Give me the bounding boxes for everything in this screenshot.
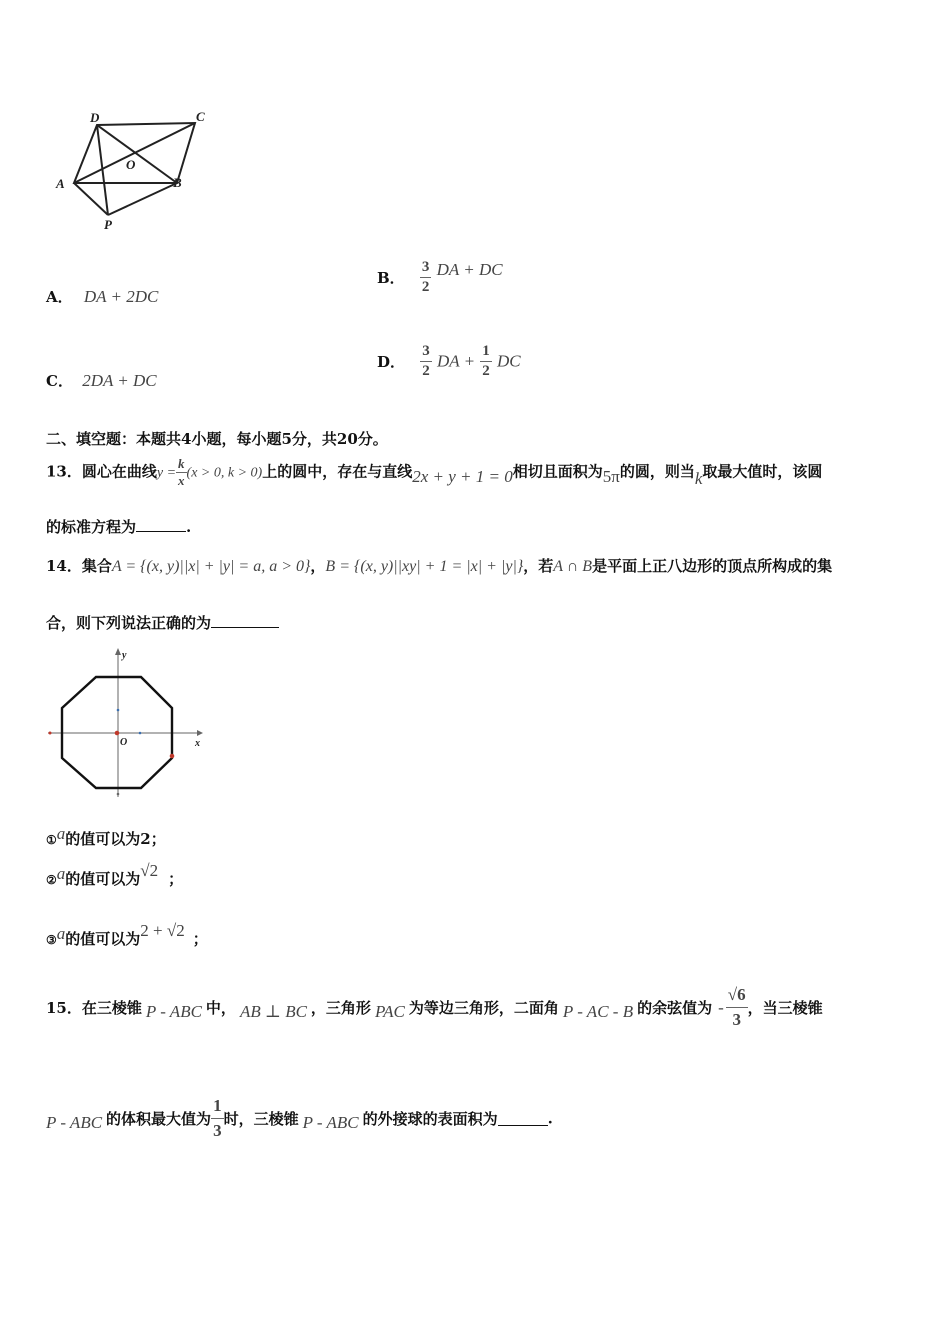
q14-set-a: A = {(x, y)||x| + |y| = a, a > 0}	[111, 558, 311, 575]
q15-text-5: 的余弦值为	[637, 999, 713, 1017]
statement-2-end: ；	[168, 870, 184, 888]
q15-pabc-2: P - ABC	[46, 1112, 103, 1132]
q13-curve-y: y =	[156, 465, 177, 481]
q15-volume-fraction	[211, 1094, 224, 1143]
label-P: P	[104, 217, 112, 232]
option-d-letter: D．	[377, 353, 406, 371]
question-15-line1	[46, 983, 823, 1032]
option-d	[377, 342, 521, 381]
option-c-expr: 2DA + DC	[82, 371, 157, 390]
q13-text-5: 取最大值时，该圆	[702, 462, 823, 481]
option-d-mid: DA +	[436, 351, 476, 371]
q13-k: k	[694, 468, 703, 488]
question-13-line2	[46, 516, 191, 537]
statement-3-value: 2 + √2	[140, 921, 185, 940]
option-d-fraction-1	[420, 342, 432, 381]
option-b-tail: DA + DC	[436, 260, 503, 279]
q14-set-b: B = {(x, y)||xy| + 1 = |x| + |y|}	[325, 558, 524, 575]
question-14-line1	[46, 555, 832, 576]
q15-text-2: 中，	[205, 999, 236, 1017]
q13-curve-den: x	[178, 473, 185, 488]
q15-vol-num: 1	[211, 1094, 224, 1119]
q14-text-1: 14．集合	[46, 557, 112, 575]
option-d-num2: 1	[480, 342, 492, 362]
q13-line-eq: 2x + y + 1 = 0	[412, 466, 513, 486]
option-b-den: 2	[421, 279, 430, 295]
statement-3-text: 的值可以为	[65, 930, 141, 948]
q13-text-1: 13．圆心在曲线	[46, 462, 157, 481]
question-15-line2	[46, 1094, 553, 1143]
q15-cos-fraction	[726, 983, 748, 1032]
q13-curve-cond: (x > 0, k > 0)	[186, 465, 263, 481]
q14-text-4: 合，则下列说法正确的为	[46, 614, 212, 632]
option-d-fraction-2	[480, 342, 492, 381]
axis-y-label: y	[122, 650, 127, 661]
section-heading: 二、填空题：本题共4小题，每小题5分，共20分。	[46, 430, 388, 448]
option-d-tail: DC	[497, 351, 521, 371]
option-c	[46, 370, 157, 391]
q15-text-9: 的外接球的表面积为	[362, 1110, 498, 1128]
statement-3	[46, 921, 208, 949]
q13-area: 5π	[602, 466, 620, 486]
statement-2-value: √2	[140, 861, 159, 880]
q15-text-3: ，三角形	[310, 999, 371, 1017]
statement-1-mark: ①	[46, 833, 57, 847]
q14-text-3: 是平面上正八边形的顶点所构成的集	[592, 557, 833, 575]
statement-3-mark: ③	[46, 933, 57, 947]
q13-text-4: 的圆，则当	[619, 462, 695, 481]
label-A: A	[56, 176, 65, 191]
option-b-fraction	[420, 258, 432, 297]
q15-perp: AB ⊥ BC	[239, 1001, 307, 1021]
q15-cos-den: 3	[732, 1010, 741, 1029]
question-13-line1	[46, 456, 822, 489]
q14-sep: ，	[310, 557, 326, 575]
option-d-den2: 2	[482, 363, 490, 379]
label-O: O	[126, 157, 136, 172]
q14-intersection: A ∩ B	[553, 558, 593, 575]
question-14-line2	[46, 612, 279, 633]
origin-label: O	[120, 737, 128, 748]
q15-answer-blank[interactable]	[498, 1112, 548, 1126]
label-D: D	[90, 110, 100, 125]
statement-2-text: 的值可以为	[65, 870, 141, 888]
q15-text-4: 为等边三角形，二面角	[408, 999, 559, 1017]
label-B: B	[173, 175, 182, 190]
q15-end: .	[547, 1109, 553, 1128]
q15-pac: PAC	[374, 1001, 405, 1021]
q13-curve-fraction	[176, 456, 187, 489]
statement-2	[46, 861, 184, 889]
option-b	[377, 258, 503, 297]
q15-pabc-3: P - ABC	[302, 1112, 359, 1132]
option-a-letter: A．	[46, 288, 73, 306]
q15-vol-den: 3	[213, 1121, 222, 1140]
q13-curve-num: k	[178, 456, 185, 471]
q13-text-2: 上的圆中，存在与直线	[262, 462, 413, 481]
q15-text-7: 的体积最大值为	[106, 1110, 212, 1128]
q13-text-6: 的标准方程为	[46, 518, 137, 536]
q15-cos-num: √6	[726, 983, 748, 1008]
q15-text-8: 时，三棱锥	[223, 1110, 299, 1128]
q14-text-2: ，若	[523, 557, 554, 575]
option-d-den: 2	[422, 363, 430, 379]
option-b-num: 3	[420, 258, 432, 278]
option-d-num: 3	[420, 342, 432, 362]
q14-answer-blank[interactable]	[211, 614, 279, 628]
q13-end: .	[186, 518, 192, 536]
statement-1-text: 的值可以为2；	[65, 830, 166, 848]
statement-2-a: a	[56, 864, 66, 883]
option-c-letter: C．	[46, 372, 73, 390]
option-a-expr: DA + 2DC	[83, 287, 159, 306]
q15-text-1: 15．在三棱锥	[46, 999, 142, 1017]
option-b-letter: B．	[377, 269, 405, 287]
q15-minus: -	[718, 997, 724, 1017]
q15-dihedral: P - AC - B	[562, 1001, 634, 1021]
parallelogram-figure	[50, 105, 220, 235]
option-a	[46, 286, 158, 307]
statement-2-mark: ②	[46, 873, 57, 887]
statement-3-a: a	[56, 924, 66, 943]
octagon-figure	[44, 645, 214, 800]
label-C: C	[196, 109, 205, 124]
q15-pabc: P - ABC	[145, 1001, 202, 1021]
statement-1-a: a	[56, 824, 66, 843]
statement-1	[46, 824, 166, 849]
q13-answer-blank[interactable]	[136, 518, 186, 532]
q15-text-6: ，当三棱锥	[747, 999, 823, 1017]
axis-x-label: x	[195, 738, 200, 749]
statement-3-end: ；	[192, 930, 208, 948]
q13-text-3: 相切且面积为	[512, 462, 603, 481]
